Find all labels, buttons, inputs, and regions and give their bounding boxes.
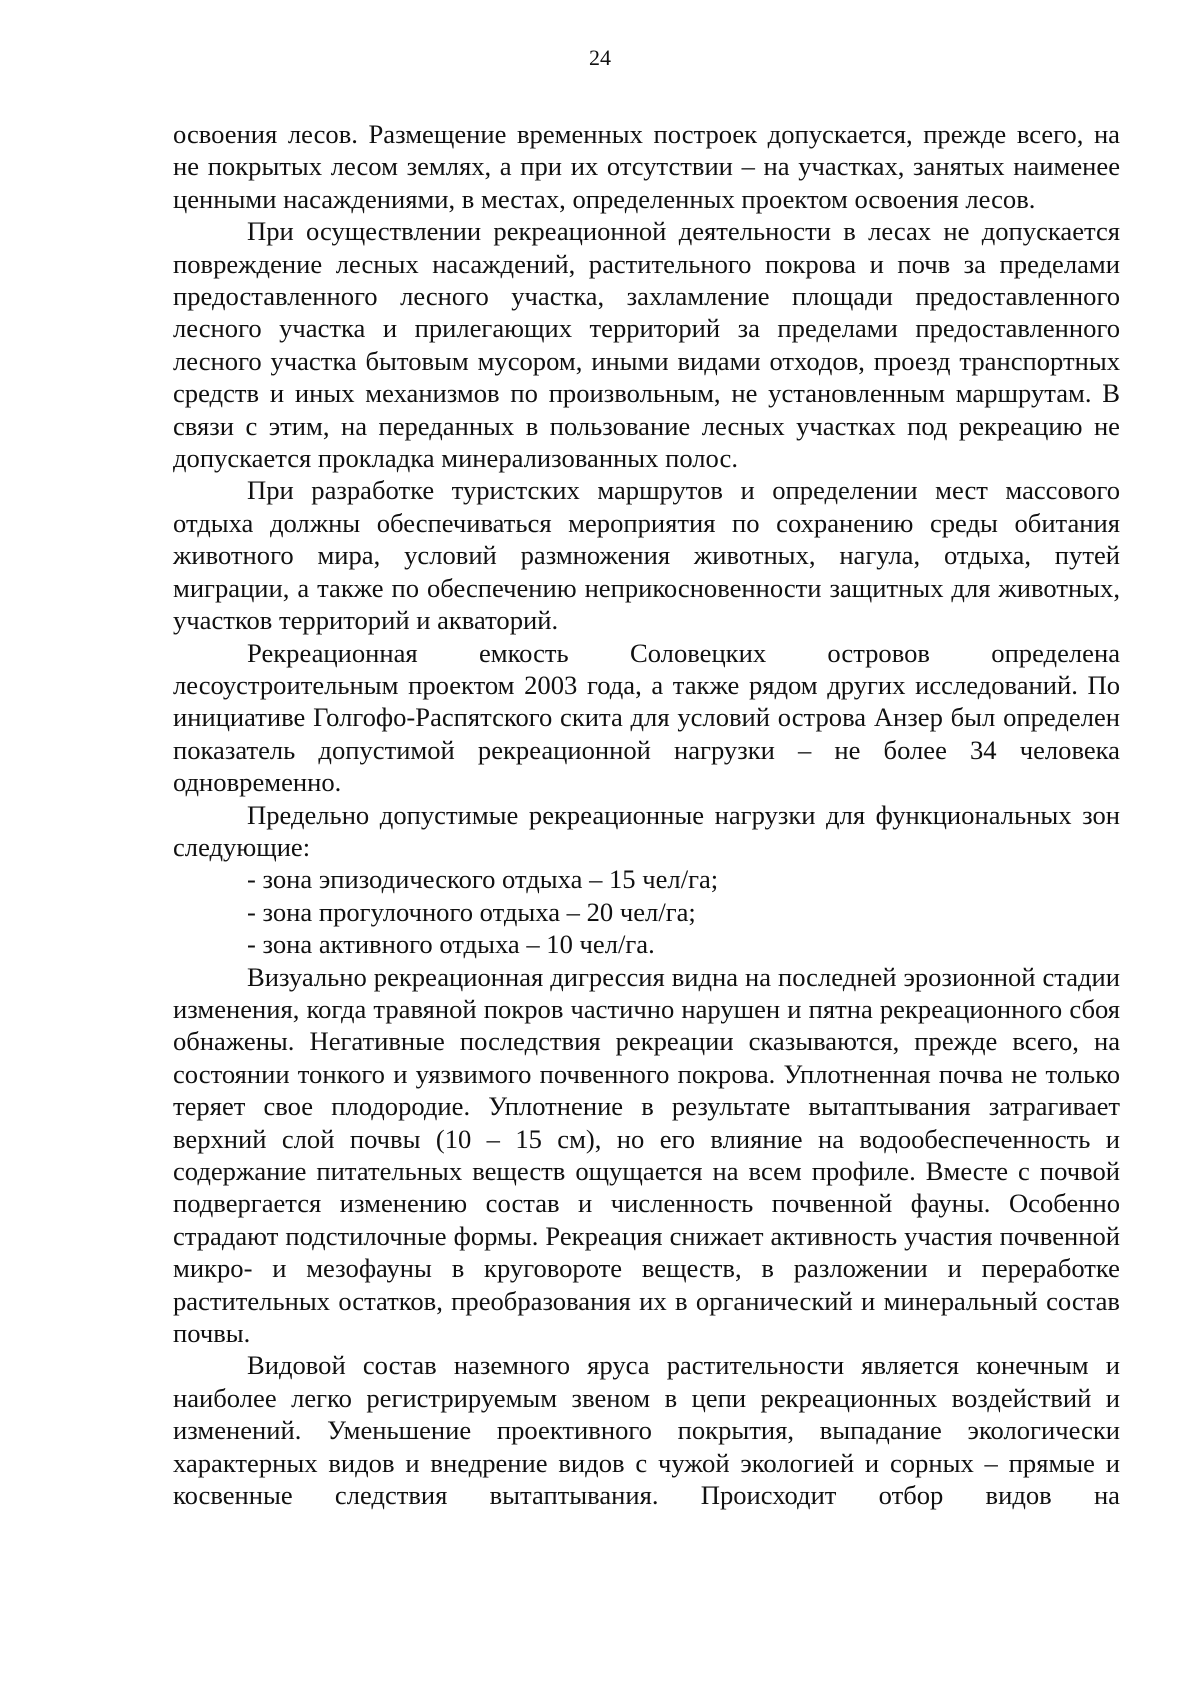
paragraph: Визуально рекреационная дигрессия видна на последней эрозионной стадии изменения, когда травяной покров частично нарушен и пятна рекреационного сбоя обнажены. Негативные последствия рекреации сказываются, прежде всего, на состоянии тонкого и уязвимого почвенного покрова. Уплотненная почва не только теряет свое плодородие. Уплотнение в результате вытаптывания затрагивает верхний слой почвы (10 – 15 см), но его влияние на водообеспеченность и содержание питательных веществ ощущается на всем профиле. Вместе с почвой подвергается изменению состав и численность почвенной фауны. Особенно страдают подстилочные формы. Рекреация снижает активность участия почвенной микро- и мезофауны в круговороте веществ, в разложении и переработке растительных остатков, преобразования их в органический и минеральный состав почвы. [173,961,1120,1349]
paragraph: освоения лесов. Размещение временных построек допускается, прежде всего, на не покрытых лесом землях, а при их отсутствии – на участках, занятых наименее ценными насаждениями, в местах, определенных проектом освоения лесов. [173,119,1120,214]
list-item: - зона прогулочного отдыха – 20 чел/га; [247,896,696,927]
paragraph: Рекреационная емкость Соловецких островов определена лесоустроительным проектом 2003 года, а также рядом других исследований. По инициативе Голгофо-Распятского скита для условий острова Анзер был определен показатель допустимой рекреационной нагрузки – не более 34 человека одновременно. [173,637,1120,798]
document-body [173,118,1120,1511]
list-item: - зона активного отдыха – 10 чел/га. [247,929,655,960]
paragraph: Предельно допустимые рекреационные нагрузки для функциональных зон следующие: [173,799,1120,862]
list-item: - зона эпизодического отдыха – 15 чел/га; [247,864,719,895]
paragraph: При осуществлении рекреационной деятельности в лесах не допускается повреждение лесных насаждений, растительного покрова и почв за пределами предоставленного лесного участка, захламление площади предоставленного лесного участка и прилегающих территорий за пределами предоставленного лесного участка бытовым мусором, иными видами отходов, проезд транспортных средств и иных механизмов по произвольным, не установленным маршрутам. В связи с этим, на переданных в пользование лесных участках под рекреацию не допускается прокладка минерализованных полос. [173,216,1120,474]
paragraph: При разработке туристских маршрутов и определении мест массового отдыха должны обеспечиваться мероприятия по сохранению среды обитания животного мира, условий размножения животных, нагула, отдыха, путей миграции, а также по обеспечению неприкосновенности защитных для животных, участков территорий и акваторий. [173,475,1120,636]
paragraph: Видовой состав наземного яруса растительности является конечным и наиболее легко регистрируемым звеном в цепи рекреационных воздействий и изменений. Уменьшение проективного покрытия, выпадание экологически характерных видов и внедрение видов с чужой экологией и сорных – прямые и косвенные следствия вытаптывания. Происходит отбор видов на [173,1350,1120,1511]
page-number: 24 [589,45,611,70]
